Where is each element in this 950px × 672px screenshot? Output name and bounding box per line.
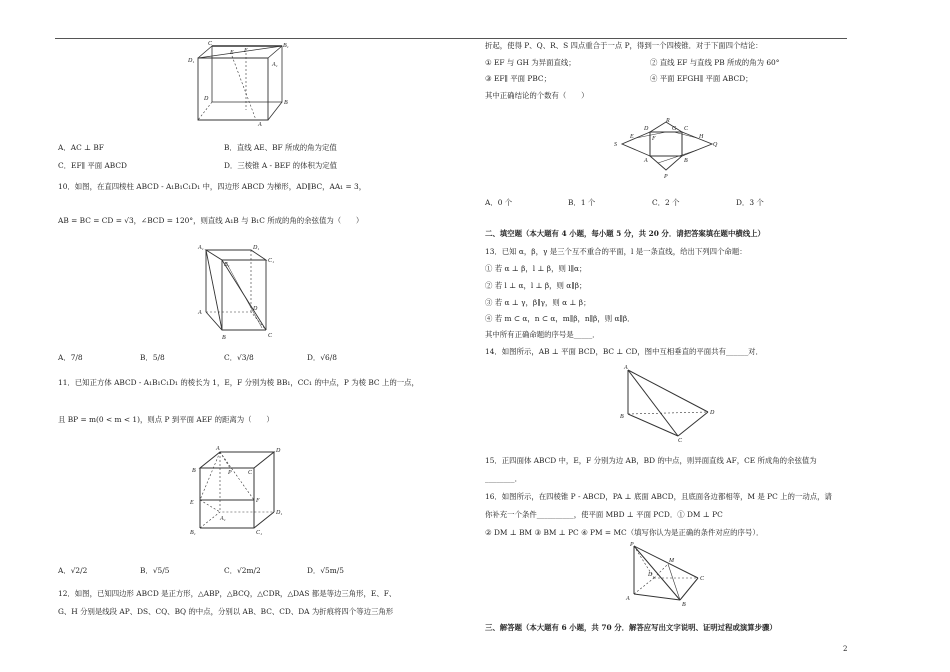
fig11-label: C (248, 470, 253, 476)
fig9-label: D₁ (188, 58, 195, 64)
fig16-label: D (648, 572, 653, 578)
fig11-label: P (228, 470, 232, 476)
q15-line1: 15．正四面体 ABCD 中，E，F 分别为边 AB，BD 的中点，则异面直线 AF，CE 所成角的余弦值为 (485, 456, 817, 465)
fig10-label: C (268, 333, 273, 339)
q11-option-d: D．√5m/5 (307, 566, 344, 575)
fig11-label: D₁ (276, 510, 283, 516)
fig16-label: B (682, 602, 686, 606)
q11-line2: 且 BP = m(0 < m < 1)，则点 P 到平面 AEF 的距离为（ ） (58, 415, 274, 424)
q13-item-1: ① 若 α ⊥ β，l ⊥ β，则 l∥α； (485, 264, 587, 273)
q10-option-a: A．7/8 (58, 353, 83, 362)
fig9-label: A₁ (272, 62, 278, 68)
fig10-label: D (253, 306, 258, 312)
fig12-label: G (672, 126, 677, 132)
fig16-label: P (630, 542, 634, 548)
q13-item-4: ④ 若 m ⊂ α，n ⊂ α，m∥β，n∥β，则 α∥β． (485, 314, 635, 323)
fig11-label: F (256, 498, 260, 504)
q11-option-a: A．√2/2 (58, 566, 88, 575)
fig9-label: E (230, 50, 234, 56)
page-number: 2 (843, 645, 848, 653)
section-3-title: 三、解答题（本大题有 6 小题，共 70 分．解答应写出文字说明、证明过程或演算步骤） (485, 623, 777, 632)
fig16-label: A (626, 596, 630, 602)
q16-line3: ② DM ⊥ BM ③ BM ⊥ PC ④ PM = MC（填写你认为是正确的条件对应的序号）． (485, 528, 764, 537)
fig14-label: A (624, 365, 628, 371)
q11-option-b: B．√5/5 (140, 566, 170, 575)
fig10-label: A (198, 310, 202, 316)
q16-pyramid-figure (622, 540, 714, 606)
q10-line1: 10．如图，在直四棱柱 ABCD - A₁B₁C₁D₁ 中，四边形 ABCD 为梯形，AD∥BC，AA₁ = 3， (58, 182, 367, 191)
q14-tetra-figure (616, 362, 718, 442)
fig12-label: F (652, 136, 656, 142)
fig9-label: B₁ (283, 43, 289, 49)
q15-line2: ________． (485, 474, 522, 483)
q10-option-d: D．√6/8 (307, 353, 337, 362)
header-rule (55, 38, 847, 39)
q11-line1: 11．已知正方体 ABCD - A₁B₁C₁D₁ 的棱长为 1，E，F 分别为棱 BB₁，CC₁ 的中点，P 为棱 BC 上的一点， (58, 378, 419, 387)
q12-option-a: A．0 个 (485, 198, 513, 207)
q10-option-b: B．5/8 (140, 353, 165, 362)
fig14-label: D (710, 410, 715, 416)
q13-line1: 13．已知 α，β，γ 是三个互不重合的平面，l 是一条直线，给出下列四个命题： (485, 247, 747, 256)
q9-option-a: A．AC ⊥ BF (58, 143, 104, 152)
q9-option-b: B．直线 AE、BF 所成的角为定值 (224, 143, 337, 152)
q12-continuation: 折起，使得 P、Q、R、S 四点重合于一点 P，得到一个四棱锥．对于下面四个结论： (485, 41, 763, 50)
fig10-label: D₁ (253, 245, 260, 251)
q13-item-2: ② 若 l ⊥ α，l ⊥ β，则 α∥β； (485, 281, 587, 290)
fig11-label: B₁ (190, 530, 196, 536)
q12-stmt-1: ① EF 与 GH 为异面直线； (485, 58, 576, 67)
q12-option-d: D．3 个 (736, 198, 764, 207)
q10-prism-figure (196, 242, 280, 342)
q9-option-d: D．三棱锥 A - BEF 的体积为定值 (224, 161, 338, 170)
fig10-label: A₁ (198, 245, 204, 251)
q12-stmt-4: ④ 平面 EFGH∥ 平面 ABCD； (650, 74, 753, 83)
fig9-label: F (244, 48, 248, 54)
fig12-label: D (644, 126, 649, 132)
q12-fold-figure (612, 118, 722, 180)
q13-item-3: ③ 若 α ⊥ γ，β∥γ，则 α ⊥ β； (485, 298, 591, 307)
fig11-label: A₁ (220, 516, 226, 522)
fig12-label: E (630, 134, 634, 140)
fig12-label: S (614, 142, 617, 148)
fig11-label: C₁ (256, 530, 263, 536)
q12-stmt-3: ③ EF∥ 平面 PBC； (485, 74, 551, 83)
fig16-label: M (669, 558, 674, 564)
fig12-label: C (684, 126, 689, 132)
fig12-label: P (664, 174, 668, 180)
q12-option-c: C．2 个 (652, 198, 680, 207)
fig9-label: C (208, 41, 213, 47)
fig12-label: H (699, 134, 704, 140)
q11-cube-figure (186, 444, 290, 536)
fig12-label: Q (713, 142, 718, 148)
q16-line1: 16．如图所示，在四棱锥 P - ABCD，PA ⊥ 底面 ABCD，且底面各边都相等，M 是 PC 上的一动点，请 (485, 492, 832, 501)
q12-option-b: B．1 个 (568, 198, 596, 207)
fig11-label: E (190, 500, 194, 506)
fig12-label: A (644, 158, 648, 164)
q9-option-c: C．EF∥ 平面 ABCD (58, 161, 127, 170)
fig12-label: R (666, 118, 670, 124)
q10-option-c: C．√3/8 (224, 353, 254, 362)
section-2-title: 二、填空题（本大题有 4 小题，每小题 5 分，共 20 分．请把答案填在题中横线上） (485, 229, 765, 238)
fig11-label: D (276, 448, 281, 454)
fig9-label: B (284, 100, 288, 106)
fig16-label: C (700, 576, 705, 582)
q10-line2: AB = BC = CD = √3，∠BCD = 120°，则直线 A₁B 与 B₁C 所成的角的余弦值为（ ） (58, 216, 364, 225)
fig12-label: B (684, 158, 688, 164)
q14-text: 14．如图所示，AB ⊥ 平面 BCD，BC ⊥ CD，图中互相垂直的平面共有______对． (485, 347, 763, 356)
fig9-label: A (258, 122, 262, 126)
q12-line2: G、H 分别是线段 AP、DS、CQ、BQ 的中点，分别以 AB、BC、CD、DA 为折痕将四个等边三角形 (58, 607, 394, 616)
q12-stmt-2: ② 直线 EF 与直线 PB 所成的角为 60° (650, 58, 780, 67)
q16-line2: 你补充一个条件__________，使平面 MBD ⊥ 平面 PCD．① DM ⊥ PC (485, 510, 723, 519)
q11-option-c: C．√2m/2 (224, 566, 261, 575)
fig11-label: A (216, 446, 220, 452)
fig10-label: C₁ (268, 258, 275, 264)
fig10-label: B₁ (224, 262, 230, 268)
q9-cube-figure (186, 40, 296, 126)
fig9-label: D (204, 96, 209, 102)
fig14-label: C (678, 438, 683, 442)
fig11-label: B (192, 468, 196, 474)
fig10-label: B (222, 335, 226, 341)
q12-line1: 12．如图，已知四边形 ABCD 是正方形，△ABP，△BCQ，△CDR，△DAS 都是等边三角形，E、F、 (58, 589, 397, 598)
q12-question: 其中正确结论的个数有（ ） (485, 91, 589, 100)
cube-front-face (198, 58, 268, 120)
q13-question: 其中所有正确命题的序号是_____． (485, 330, 600, 339)
fig14-label: B (620, 414, 624, 420)
